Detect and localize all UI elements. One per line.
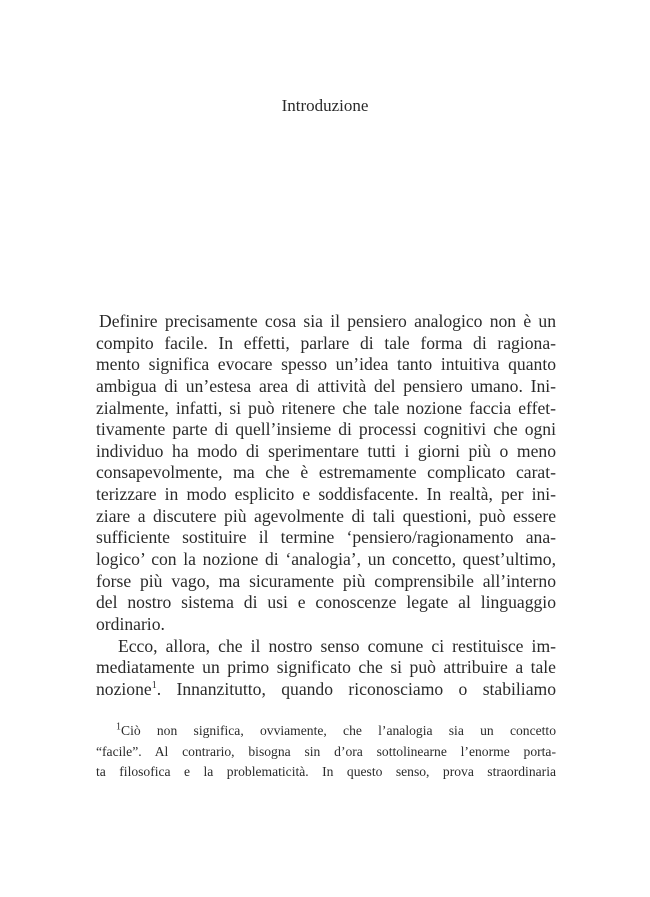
text-line: compito facile. In effetti, parlare di tale forma di ragiona- (96, 332, 556, 353)
text-line: ziare a discutere più agevolmente di tali questioni, può essere (96, 505, 556, 526)
text-line: consapevolmente, ma che è estremamente complicato carat- (96, 462, 556, 483)
text-line: individuo ha modo di sperimentare tutti i giorni più o meno (96, 440, 556, 461)
footnote-text: Ciò non significa, ovviamente, che l’analogia sia un concetto (121, 723, 556, 738)
text-line: Ecco, allora, che il nostro senso comune ci restituisce im- (118, 635, 556, 656)
footnote-line: ta filosofica e la problematicità. In questo senso, prova straordinaria (96, 764, 556, 779)
text-line: forse più vago, ma sicuramente più comprensibile all’interno (96, 570, 556, 591)
footnote (96, 721, 556, 783)
text-line: ambigua di un’estesa area di attività del pensiero umano. Ini- (96, 375, 556, 396)
text-line: del nostro sistema di usi e conoscenze legate al linguaggio (96, 592, 556, 613)
text-line: Definire precisamente cosa sia il pensiero analogico non è un (99, 311, 556, 331)
text-line: zialmente, infatti, si può ritenere che tale nozione faccia effet- (96, 397, 556, 418)
text-fragment: . Innanzitutto, quando riconosciamo o stabiliamo (156, 678, 556, 699)
text-line: logico’ con la nozione di ‘analogia’, un concetto, quest’ultimo, (96, 549, 556, 570)
text-line: sufficiente sostituire il termine ‘pensiero/ragionamento ana- (96, 527, 556, 548)
footnote-reference[interactable]: 1 (151, 680, 157, 692)
body-text (96, 311, 556, 701)
chapter-title: Introduzione (281, 96, 369, 115)
footnote-line (96, 721, 556, 742)
text-line: mento significa evocare spesso un’idea tanto intuitiva quanto (96, 354, 556, 375)
text-line (96, 679, 556, 701)
text-line: tivamente parte di quell’insieme di processi cognitivi che ogni (96, 419, 556, 440)
text-line: mediatamente un primo significato che si può attribuire a tale (96, 657, 556, 678)
footnote-mark: 1 (116, 721, 121, 733)
text-line: terizzare in modo esplicito e soddisfacente. In realtà, per ini- (96, 484, 556, 505)
text-line: ordinario. (96, 613, 165, 634)
text-fragment: nozione (96, 678, 152, 699)
footnote-line: “facile”. Al contrario, bisogna sin d’ora sottolinearne l’enorme porta- (96, 743, 556, 759)
